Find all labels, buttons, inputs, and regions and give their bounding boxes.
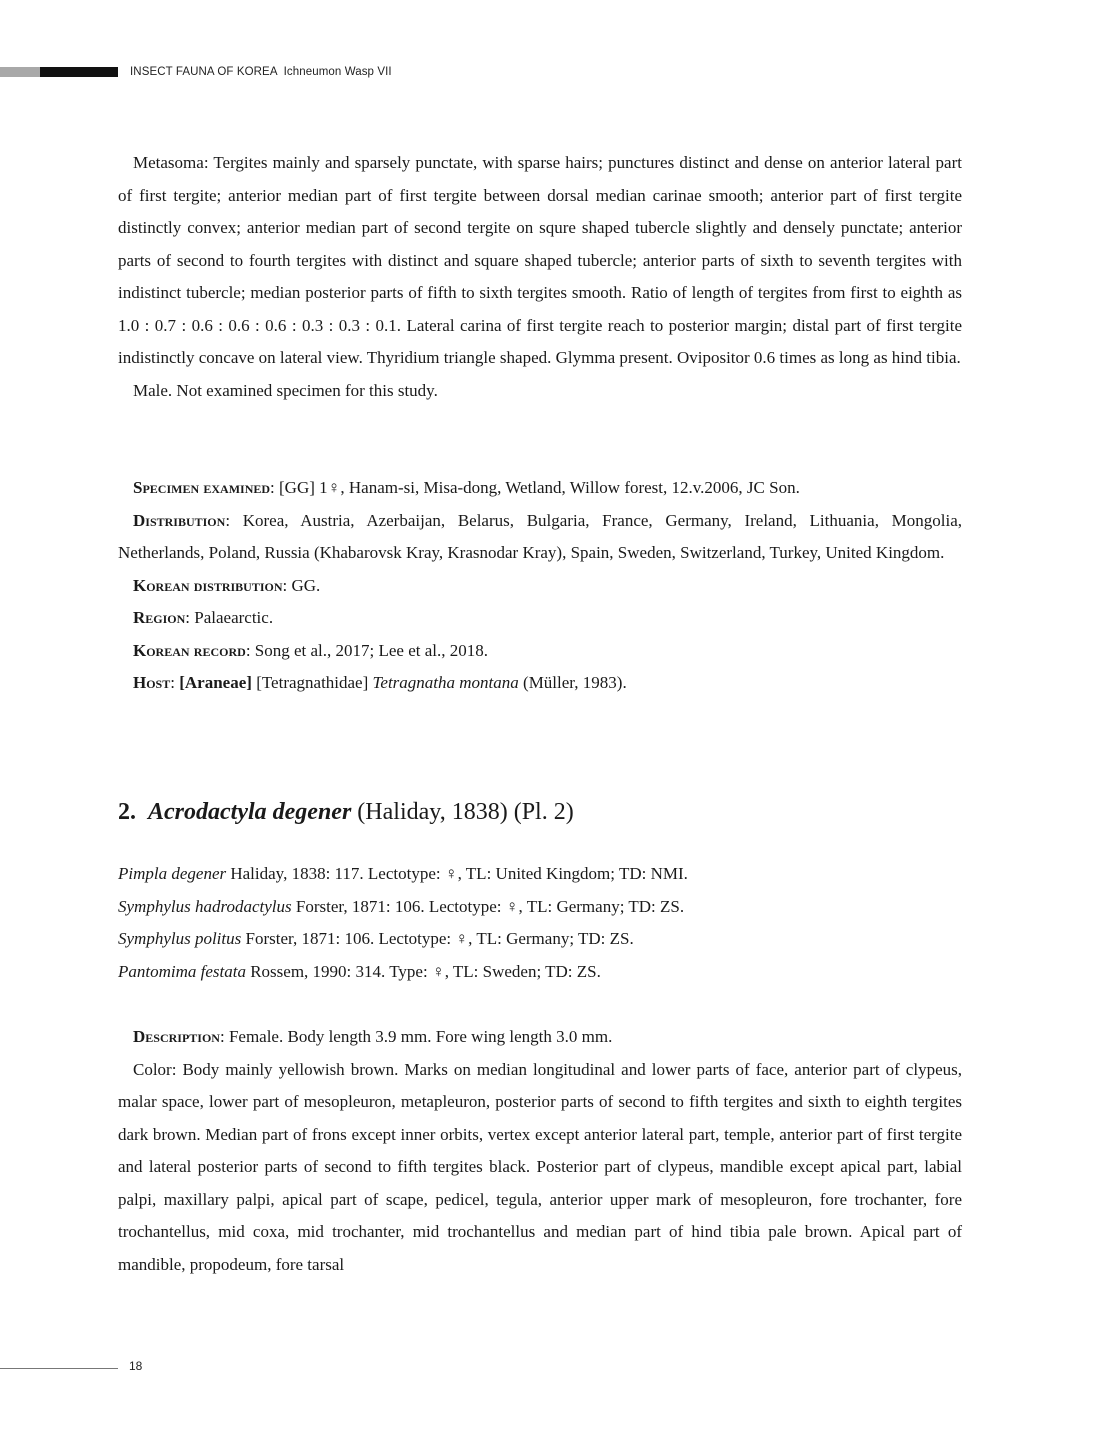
specimen-examined-label: Specimen examined — [133, 478, 271, 497]
synonym-text: Haliday, 1838: 117. Lectotype: ♀, TL: United Kingdom; TD: NMI. — [226, 864, 688, 883]
synonym-line — [118, 891, 962, 924]
synonym-name: Pimpla degener — [118, 864, 227, 883]
region — [118, 602, 962, 635]
distribution-text: : Korea, Austria, Azerbaijan, Belarus, Bulgaria, France, Germany, Ireland, Lithuania, Mongolia, Netherlands, Poland, Russia (Khabarovsk Kray, Krasnodar Kray), Spain, Sweden, Switzerland, Turkey, United Kingdom. — [118, 510, 962, 562]
running-head — [130, 66, 392, 78]
description-section — [118, 1021, 962, 1281]
male-paragraph: Male. Not examined specimen for this study. — [133, 380, 438, 400]
metasoma-section — [118, 147, 962, 407]
specimen-examined — [118, 472, 962, 505]
specimen-examined-text: : [GG] 1♀, Hanam-si, Misa-dong, Wetland, Willow forest, 12.v.2006, JC Son. — [270, 478, 800, 497]
synonym-text: Forster, 1871: 106. Lectotype: ♀, TL: Germany; TD: ZS. — [291, 896, 685, 916]
species-heading — [118, 796, 574, 828]
header-bar-black — [40, 67, 118, 77]
species-author: (Haliday, 1838) (Pl. 2) — [351, 799, 574, 825]
korean-distribution-text: : GG. — [282, 575, 321, 595]
korean-distribution — [118, 570, 962, 603]
host-species: Tetragnatha montana — [372, 673, 519, 692]
header-bar-gray — [0, 67, 40, 77]
region-label: Region — [133, 608, 186, 627]
description-intro-text: : Female. Body length 3.9 mm. Fore wing length 3.0 mm. — [219, 1027, 613, 1046]
synonym-name: Pantomima festata — [118, 961, 246, 981]
records-section — [118, 472, 962, 700]
host-family: [Tetragnathidae] — [251, 673, 373, 692]
species-number: 2. — [118, 799, 136, 825]
running-head-series: INSECT FAUNA OF KOREA — [130, 66, 278, 78]
synonym-line — [118, 858, 962, 891]
host — [118, 667, 962, 700]
korean-record-label: Korean record — [133, 640, 246, 660]
running-head-volume: Ichneumon Wasp VII — [283, 66, 392, 78]
description-intro — [118, 1021, 962, 1054]
synonym-text: Rossem, 1990: 314. Type: ♀, TL: Sweden; TD: ZS. — [245, 961, 601, 981]
footer-rule — [0, 1368, 118, 1369]
synonym-name: Symphylus hadrodactylus — [118, 896, 292, 916]
distribution — [118, 505, 962, 570]
synonym-text: Forster, 1871: 106. Lectotype: ♀, TL: Germany; TD: ZS. — [241, 929, 634, 948]
korean-record — [118, 635, 962, 668]
korean-record-text: : Song et al., 2017; Lee et al., 2018. — [245, 640, 489, 660]
synonym-name: Symphylus politus — [118, 929, 242, 948]
synonym-line — [118, 923, 962, 956]
host-label: Host — [133, 673, 171, 692]
region-text: : Palaearctic. — [185, 608, 274, 627]
color-paragraph: Color: Body mainly yellowish brown. Marks on median longitudinal and lower parts of face, anterior part of clypeus, malar space, lower part of mesopleuron, metapleuron, posterior parts of second to fifth tergites and sixth to eighth tergites dark brown. Median part of frons except inner orbits, vertex except anterior lateral part, temple, anterior part of first tergite and lateral posterior parts of second to fifth tergites black. Posterior part of clypeus, mandible except apical part, labial palpi, maxillary palpi, apical part of scape, pedicel, tegula, anterior upper mark of mesopleuron, fore trochanter, fore trochantellus, mid coxa, mid trochanter, mid trochantellus and median part of hind tibia pale brown. Apical part of mandible, propodeum, fore tarsal — [118, 1059, 962, 1274]
species-name: Acrodactyla degener — [148, 799, 352, 825]
host-sep: : — [170, 673, 180, 692]
page-number: 18 — [129, 1359, 143, 1373]
description-label: Description — [133, 1027, 220, 1046]
korean-distribution-label: Korean distribution — [133, 575, 283, 595]
host-order: [Araneae] — [179, 673, 252, 692]
synonym-line — [118, 956, 962, 989]
distribution-label: Distribution — [133, 510, 226, 530]
synonym-list — [118, 858, 962, 988]
metasoma-paragraph: Metasoma: Tergites mainly and sparsely punctate, with sparse hairs; punctures distinct and dense on anterior lateral part of first tergite; anterior median part of first tergite between dorsal median carinae smooth; anterior part of first tergite distinctly convex; anterior median part of second tergite on squre shaped tubercle slightly and densely punctate; anterior parts of second to fourth tergites with distinct and square shaped tubercle; anterior parts of sixth to seventh tergites with indistinct tubercle; median posterior parts of fifth to sixth tergites smooth. Ratio of length of tergites from first to eighth as 1.0 : 0.7 : 0.6 : 0.6 : 0.6 : 0.3 : 0.3 : 0.1. Lateral carina of first tergite reach to posterior margin; distal part of first tergite indistinctly concave on lateral view. Thyridium triangle shaped. Glymma present. Ovipositor 0.6 times as long as hind tibia. — [118, 153, 962, 367]
host-author: (Müller, 1983). — [518, 673, 627, 692]
